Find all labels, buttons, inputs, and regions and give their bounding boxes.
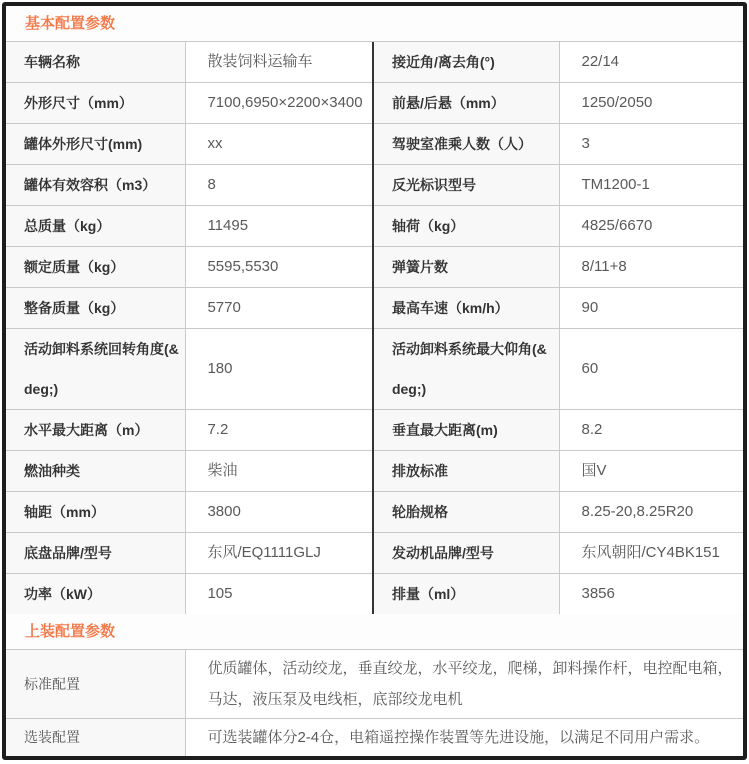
spec-label: 选装配置 [6,719,186,757]
spec-label: 水平最大距离（m） [6,410,186,451]
spec-label: 排放标准 [373,451,560,492]
spec-label: 反光标识型号 [373,165,560,206]
spec-label: 燃油种类 [6,451,186,492]
spec-value: 105 [186,574,373,615]
spec-label: 额定质量（kg） [6,247,186,288]
table-row [6,533,743,574]
spec-label: 发动机品牌/型号 [373,533,560,574]
table-row [6,492,743,533]
spec-label: 驾驶室准乘人数（人） [373,124,560,165]
spec-value: 8/11+8 [560,247,743,288]
basic-spec-table [6,42,743,614]
spec-label: 轴距（mm） [6,492,186,533]
spec-sheet-frame [2,2,747,760]
spec-label: 底盘品牌/型号 [6,533,186,574]
spec-label: 垂直最大距离(m) [373,410,560,451]
table-row [6,329,743,410]
spec-value: 优质罐体，活动绞龙，垂直绞龙，水平绞龙，爬梯，卸料操作杆，电控配电箱，马达，液压泵及电线柜，底部绞龙电机 [186,650,743,719]
table-row [6,206,743,247]
table-row [6,288,743,329]
spec-label: 罐体外形尺寸(mm) [6,124,186,165]
upper-spec-table [6,650,743,756]
table-row [6,83,743,124]
table-row [6,410,743,451]
spec-value: 180 [186,329,373,410]
spec-value: 7100,6950×2200×3400 [186,83,373,124]
spec-value: 8.25-20,8.25R20 [560,492,743,533]
spec-label: 车辆名称 [6,42,186,83]
spec-value: 8 [186,165,373,206]
table-row [6,451,743,492]
table-row [6,650,743,719]
spec-value: 东风朝阳/CY4BK151 [560,533,743,574]
spec-value: TM1200-1 [560,165,743,206]
spec-label: 轴荷（kg） [373,206,560,247]
spec-value: 11495 [186,206,373,247]
spec-value: 22/14 [560,42,743,83]
spec-label: 总质量（kg） [6,206,186,247]
table-row [6,42,743,83]
spec-value: 3 [560,124,743,165]
section-title-basic: 基本配置参数 [6,6,743,42]
spec-value: 散装饲料运输车 [186,42,373,83]
spec-value: xx [186,124,373,165]
spec-label: 接近角/离去角(°) [373,42,560,83]
spec-label: 整备质量（kg） [6,288,186,329]
table-row [6,574,743,615]
spec-value: 4825/6670 [560,206,743,247]
section-title-upper: 上装配置参数 [6,614,743,650]
spec-label: 罐体有效容积（m3） [6,165,186,206]
spec-label: 标准配置 [6,650,186,719]
spec-value: 8.2 [560,410,743,451]
spec-value: 1250/2050 [560,83,743,124]
spec-label: 最高车速（km/h） [373,288,560,329]
spec-value: 90 [560,288,743,329]
spec-value: 5770 [186,288,373,329]
spec-value: 5595,5530 [186,247,373,288]
spec-value: 国V [560,451,743,492]
spec-label: 外形尺寸（mm） [6,83,186,124]
spec-value: 东风/EQ1111GLJ [186,533,373,574]
table-row [6,124,743,165]
spec-label: 弹簧片数 [373,247,560,288]
spec-value: 可选装罐体分2-4仓，电箱遥控操作装置等先进设施，以满足不同用户需求。 [186,719,743,757]
spec-label: 活动卸料系统最大仰角(&​deg;) [373,329,560,410]
table-row [6,165,743,206]
spec-label: 排量（ml） [373,574,560,615]
spec-label: 功率（kW） [6,574,186,615]
spec-value: 3800 [186,492,373,533]
spec-value: 60 [560,329,743,410]
table-row [6,247,743,288]
spec-label: 活动卸料系统回转角度(&​deg;) [6,329,186,410]
spec-label: 前悬/后悬（mm） [373,83,560,124]
spec-value: 3856 [560,574,743,615]
spec-value: 7.2 [186,410,373,451]
table-row [6,719,743,757]
spec-value: 柴油 [186,451,373,492]
spec-label: 轮胎规格 [373,492,560,533]
